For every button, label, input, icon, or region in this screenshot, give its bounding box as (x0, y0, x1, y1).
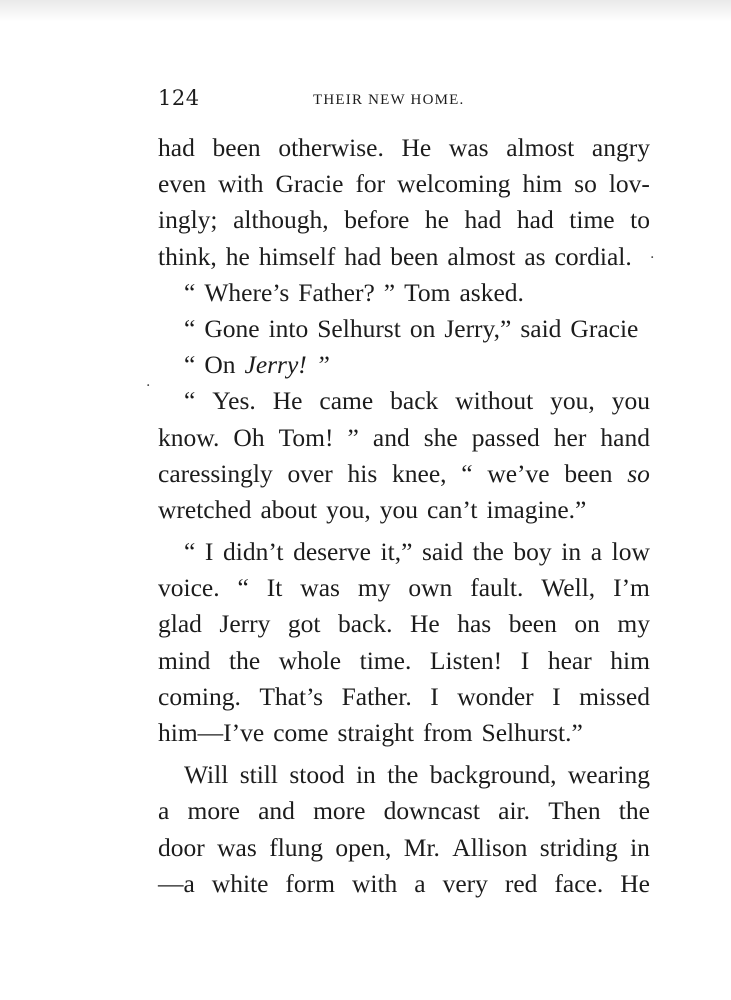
word: I (520, 645, 530, 675)
word: own (408, 573, 453, 603)
word: back (390, 386, 439, 416)
word: the (618, 796, 650, 826)
word: got (287, 609, 321, 639)
stray-mark: · (146, 378, 151, 394)
text-line (158, 606, 650, 642)
word: “ (184, 537, 196, 567)
text-line (158, 456, 650, 492)
word: been (212, 133, 261, 162)
word: —a (158, 868, 195, 898)
word: you, (326, 494, 371, 524)
word: I (430, 681, 439, 711)
word: white (211, 868, 269, 898)
word: had (516, 205, 554, 235)
text-line (158, 643, 650, 679)
word: we’ve (487, 458, 550, 488)
word: still (239, 760, 278, 790)
word: can’t (426, 494, 478, 524)
word: fault. (470, 573, 524, 603)
word: He (620, 868, 650, 898)
word: asked. (459, 277, 524, 307)
word: form (285, 868, 335, 898)
word: wretched (158, 494, 252, 524)
word: over (287, 458, 333, 488)
word: almost (506, 133, 575, 162)
word: ” (347, 422, 359, 452)
word: almost (447, 241, 516, 271)
word: been (390, 241, 439, 271)
word: time. (359, 645, 412, 675)
word: open, (335, 832, 392, 862)
text-line (158, 130, 650, 166)
word: my (357, 573, 391, 603)
running-title: THEIR NEW HOME. (313, 92, 465, 108)
word: in (355, 760, 376, 790)
word: without (455, 386, 534, 416)
word: him (522, 169, 563, 199)
text-line (158, 757, 650, 793)
word: into (268, 313, 309, 343)
word: said (520, 313, 562, 343)
page-header (158, 86, 650, 116)
word: you, (550, 386, 595, 416)
word: “ (184, 313, 196, 343)
word: striding (539, 832, 618, 862)
word: you (611, 386, 650, 416)
word: think, (158, 241, 217, 271)
word: Gracie (275, 169, 344, 199)
word: himself (258, 241, 336, 271)
text-line (158, 492, 650, 528)
word: even (158, 169, 207, 199)
word: voice. (158, 573, 220, 603)
text-line (158, 830, 650, 866)
word: for (355, 169, 386, 199)
text-line (158, 311, 650, 347)
word: Tom! (278, 422, 334, 452)
text-line (158, 347, 650, 383)
text-line (158, 715, 650, 751)
word: Father. (341, 681, 412, 711)
word: On (204, 350, 236, 380)
word: He (272, 386, 303, 416)
text-line (158, 166, 650, 202)
word: about (260, 494, 318, 524)
word: It (266, 573, 283, 603)
stray-mark: · (650, 250, 655, 266)
word: ingly; (158, 205, 218, 235)
word: knee, (392, 458, 447, 488)
word: more (313, 796, 366, 826)
word: “ (461, 458, 473, 488)
word: the (229, 645, 261, 675)
word: Yes. (212, 386, 256, 416)
text-line (158, 866, 650, 902)
word: been (564, 458, 613, 488)
word: Selhurst (317, 313, 401, 343)
word: although, (233, 205, 329, 235)
word: and (258, 796, 295, 826)
word: door (158, 832, 205, 862)
word: ” (383, 277, 396, 307)
word: Tom (404, 277, 451, 307)
text-line (158, 679, 650, 715)
word: angry (591, 133, 650, 162)
word: otherwise. (278, 133, 384, 162)
word: I (552, 681, 561, 711)
word: Then (548, 796, 601, 826)
word: caressingly (158, 458, 273, 488)
word: on (574, 609, 600, 639)
word: Will (184, 760, 229, 790)
text-line (158, 793, 650, 829)
word: had (464, 205, 502, 235)
word: has (457, 609, 492, 639)
word: in (630, 832, 650, 862)
word: hand (600, 422, 650, 452)
word: was (448, 133, 489, 162)
word: Listen! (429, 645, 503, 675)
word: Oh (233, 422, 265, 452)
word: mind (158, 645, 211, 675)
word: stood (289, 760, 345, 790)
word: was (217, 832, 257, 862)
word: know. (158, 422, 220, 452)
word: was (300, 573, 340, 603)
word: “ (184, 277, 196, 307)
word: Allison (452, 832, 528, 862)
word: had (158, 133, 195, 162)
word: a (158, 796, 170, 826)
word: been (508, 609, 557, 639)
text-line (158, 239, 650, 275)
word: his (347, 458, 378, 488)
text-line (158, 202, 650, 238)
text-line (158, 420, 650, 456)
word: so (627, 458, 650, 488)
word: ” (315, 350, 330, 380)
word: I (204, 537, 214, 567)
word: Mr. (403, 832, 440, 862)
word: passed (471, 422, 540, 452)
word: I’m (613, 573, 650, 603)
word: so (574, 169, 597, 199)
word: and (372, 422, 410, 452)
word: it,” (380, 537, 413, 567)
word: had (344, 241, 382, 271)
word: time (569, 205, 615, 235)
word: wonder (457, 681, 534, 711)
word: more (187, 796, 240, 826)
word: “ (184, 386, 196, 416)
word: background, (429, 760, 557, 790)
word: Where’s (204, 277, 290, 307)
word: as (524, 241, 546, 271)
word: him (610, 645, 650, 675)
word: he (424, 205, 449, 235)
text-line (158, 383, 650, 419)
word: come (273, 718, 329, 747)
word: straight (337, 718, 414, 747)
page-number: 124 (158, 86, 200, 110)
word: Father? (298, 277, 375, 307)
word: on (409, 313, 436, 343)
word: you (379, 494, 418, 524)
word: flung (269, 832, 324, 862)
word: low (611, 537, 650, 567)
word: He (401, 133, 432, 162)
word: from (422, 718, 473, 747)
body-text (158, 130, 650, 902)
word: He (410, 609, 440, 639)
word: Jerry (219, 609, 271, 639)
word: Jerry,” (444, 313, 512, 343)
word: welcoming (397, 169, 511, 199)
word: face. (554, 868, 604, 898)
word: Gone (204, 313, 260, 343)
word: cordial. (554, 241, 632, 271)
word: said (422, 537, 464, 567)
word: “ (237, 573, 249, 603)
word: lov- (608, 169, 650, 199)
word: in (561, 537, 582, 567)
word: my (617, 609, 650, 639)
word: didn’t (223, 537, 284, 567)
word: missed (579, 681, 650, 711)
word: Selhurst.” (481, 718, 583, 747)
word: came (319, 386, 374, 416)
word: a (590, 537, 603, 567)
word: glad (158, 609, 202, 639)
word: whole (278, 645, 342, 675)
word: hear (547, 645, 592, 675)
word: to (630, 205, 650, 235)
word: red (504, 868, 538, 898)
text-line (158, 275, 650, 311)
word: her (553, 422, 587, 452)
word: That’s (259, 681, 324, 711)
word: the (472, 537, 504, 567)
scan-top-shadow (0, 0, 731, 22)
word: “ (184, 350, 196, 380)
word: with (351, 868, 398, 898)
word: air. (498, 796, 531, 826)
word: imagine.” (486, 494, 587, 524)
word: before (344, 205, 410, 235)
word: Well, (541, 573, 596, 603)
word: Jerry! (244, 350, 307, 380)
word: boy (513, 537, 552, 567)
word: very (442, 868, 488, 898)
word: coming. (158, 681, 241, 711)
word: the (387, 760, 419, 790)
word: back. (337, 609, 393, 639)
word: a (414, 868, 426, 898)
text-line (158, 534, 650, 570)
word: she (423, 422, 458, 452)
word: wearing (567, 760, 650, 790)
text-line (158, 570, 650, 606)
word: him—I’ve (158, 718, 265, 747)
word: deserve (293, 537, 371, 567)
word: he (225, 241, 250, 271)
word: with (218, 169, 264, 199)
word: downcast (383, 796, 480, 826)
word: Gracie (570, 313, 639, 343)
